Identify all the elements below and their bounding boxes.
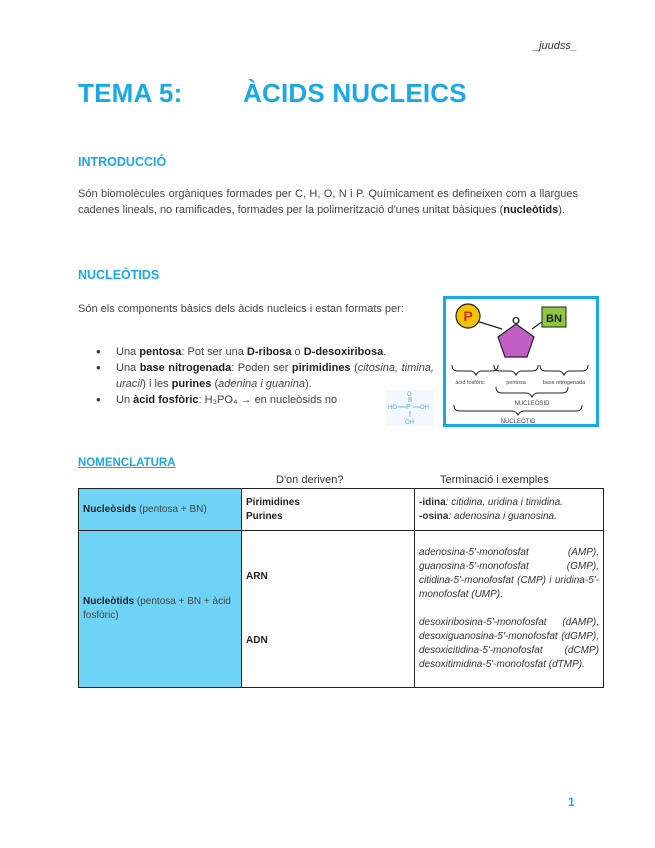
nucleotide-diagram <box>443 296 599 427</box>
intro-text: Són biomolècules orgàniques formades per C, H, O, N i P. Químicament es defineixen com a llargues cadenes lineals, no ramificades, formades per la polimerització d'unes unitat bàsiques ( <box>78 188 578 216</box>
page-number: 1 <box>568 795 575 809</box>
col-header-origin: D'on deriven? <box>276 474 344 486</box>
intro-text-end: ). <box>558 204 565 216</box>
formula-oh-right: OH <box>420 405 429 411</box>
title-number: TEMA 5: <box>78 78 183 108</box>
intro-bold: nucleòtids <box>503 204 559 216</box>
examples-arn: adenosina-5'-monofosfat (AMP), guanosina-5'-monofosfat (GMP), citidina-5'-monofosfat (CMP) i uridina-5'-monofosfat (UMP). <box>419 547 599 600</box>
components-list <box>96 344 434 408</box>
list-item: ● Una pentosa: Pot ser una D-ribosa o D-desoxiribosa. <box>96 344 434 360</box>
label-base: base nitrogenada <box>542 380 586 386</box>
label-pentosa: pentosa <box>506 380 526 386</box>
phosphate-formula-image <box>386 390 434 426</box>
label-acid: àcid fosfòric <box>455 380 485 386</box>
label-nucleosid: NUCLEÒSID <box>514 401 550 407</box>
formula-ho: HO <box>388 405 397 411</box>
phosphate-label: P <box>463 308 473 324</box>
cell-nucleosids-origin: Pirimidines Purines <box>242 489 415 531</box>
list-item: ● Una base nitrogenada: Poden ser pirimidines (citosina, timina, uracil) i les purines (adenina i guanina). <box>96 360 434 392</box>
list-item: ● Un àcid fosfòric: H₃PO₄ → en nucleòsids no <box>96 392 434 408</box>
examples-adn: desoxiribosina-5'-monofosfat (dAMP), desoxiguanosina-5'-monofosfat (dGMP), desoxicitidina-5'-monofosfat (dCMP) desoxitimidina-5'-monofosfat (dTMP). <box>419 617 599 670</box>
formula-oh-bottom: OH <box>405 420 414 426</box>
intro-paragraph <box>78 186 578 218</box>
nucleotids-heading: NUCLEÒTIDS <box>78 268 160 282</box>
col-header-examples: Terminació i exemples <box>440 474 549 486</box>
label-nucleotid: NUCLEÒTID <box>500 419 536 424</box>
nomenclatura-heading: NOMENCLATURA <box>78 457 176 469</box>
cell-nucleotids-examples <box>415 531 604 688</box>
intro-heading: INTRODUCCIÓ <box>78 155 167 169</box>
cell-nucleosids-examples: -idina: citidina, uridina i timidina. -osina: adenosina i guanosina. <box>415 489 604 531</box>
ring-oxygen-label: O <box>512 316 520 327</box>
nomenclature-table <box>78 488 604 688</box>
nucleotids-paragraph: Són els components bàsics dels àcids nucleics i estan formats per: <box>78 303 404 315</box>
author-tag: _juudss_ <box>532 40 577 52</box>
base-label: BN <box>546 313 562 325</box>
cell-nucleotids: Nucleòtids (pentosa + BN + àcid fosfòric) <box>79 531 242 688</box>
pentose-pentagon <box>498 324 534 357</box>
formula-o-top: O <box>407 392 412 398</box>
cell-nucleotids-origin: ARN ADN <box>242 531 415 688</box>
table-row <box>79 489 604 531</box>
title-text: ÀCIDS NUCLEICS <box>243 78 467 108</box>
cell-nucleosids: Nucleòsids (pentosa + BN) <box>79 489 242 531</box>
page-title <box>78 78 595 109</box>
table-row <box>79 531 604 688</box>
nucleotide-diagram-svg <box>446 299 596 424</box>
formula-p: P <box>406 404 411 411</box>
